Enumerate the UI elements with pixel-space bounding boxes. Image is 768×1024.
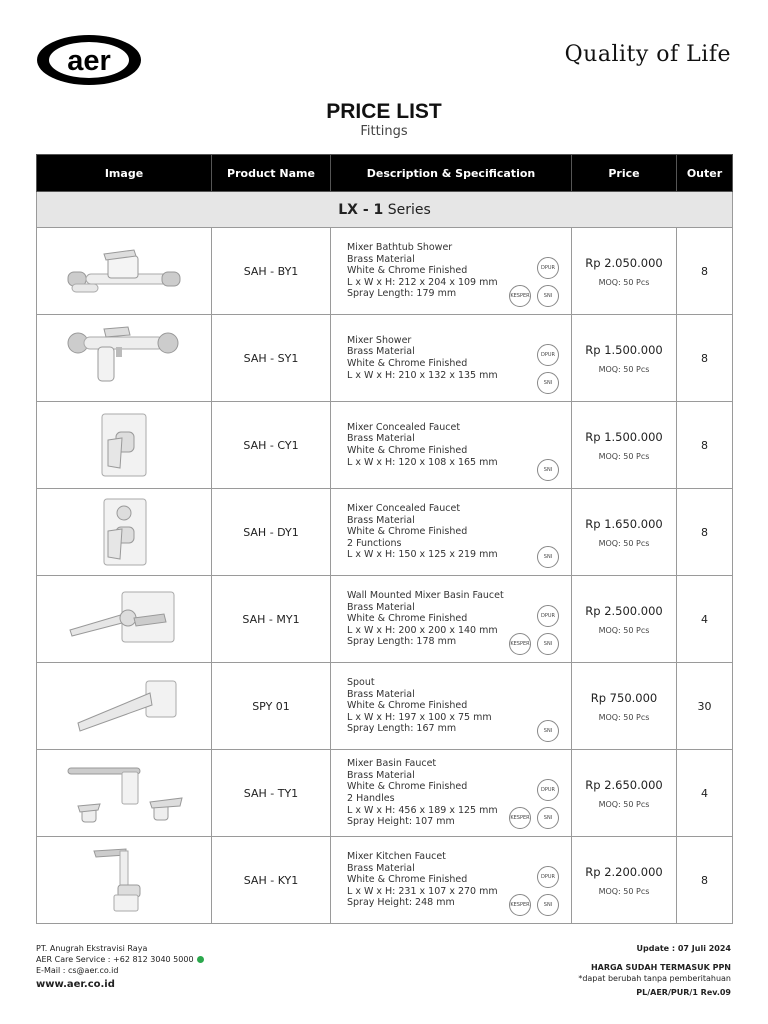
certification-badge-icon: SNI: [537, 633, 559, 655]
product-description: [331, 489, 572, 576]
product-image: [37, 228, 212, 315]
certification-badge-icon: SNI: [537, 720, 559, 742]
product-name: SAH - DY1: [212, 489, 331, 576]
product-image: [37, 750, 212, 837]
product-image: [37, 837, 212, 924]
price-cell: [572, 663, 677, 750]
product-name: SAH - BY1: [212, 228, 331, 315]
product-description: [331, 228, 572, 315]
outer-qty: 30: [677, 663, 733, 750]
product-description: [331, 837, 572, 924]
certification-badge-icon: KESPER: [509, 285, 531, 307]
certification-badge-icon: SNI: [537, 372, 559, 394]
certification-badge-icon: KESPER: [509, 807, 531, 829]
whatsapp-icon: [197, 956, 204, 963]
price: Rp 1.500.000: [585, 342, 663, 357]
company-name: PT. Anugrah Ekstravisi Raya: [36, 944, 148, 953]
price-cell: [572, 228, 677, 315]
description-line: L x W x H: 197 x 100 x 75 mm: [347, 711, 492, 723]
description-line: 2 Handles: [347, 793, 395, 804]
table-row: [37, 228, 733, 315]
table-header: [37, 155, 733, 192]
description-line: Mixer Concealed Faucet: [347, 503, 461, 515]
product-name: SAH - KY1: [212, 837, 331, 924]
product-description: [331, 402, 572, 489]
description-line: White & Chrome Finished: [347, 265, 468, 277]
table-row: [37, 576, 733, 663]
description-line: Spray Length: 179 mm: [347, 288, 457, 300]
disclaimer: *dapat berubah tanpa pemberitahuan: [578, 974, 731, 983]
description-line: Brass Material: [347, 688, 415, 700]
description-line: Spray Length: 167 mm: [347, 723, 457, 735]
description-line: Wall Mounted Mixer Basin Faucet: [347, 590, 504, 602]
care-service: [36, 954, 204, 965]
description-line: White & Chrome Finished: [347, 526, 468, 538]
certification-badge-icon: KESPER: [509, 894, 531, 916]
price: Rp 2.500.000: [585, 603, 663, 618]
svg-text:aer: aer: [67, 45, 111, 77]
price-table: [36, 154, 733, 924]
certification-badge-icon: DPUR: [537, 257, 559, 279]
certification-badges: [505, 512, 561, 568]
description-line: Mixer Basin Faucet: [347, 758, 437, 770]
table-row: [37, 489, 733, 576]
col-price: Price: [572, 155, 677, 192]
product-image: [37, 402, 212, 489]
table-row: [37, 663, 733, 750]
product-image: [37, 576, 212, 663]
table-row: [37, 315, 733, 402]
description-line: L x W x H: 150 x 125 x 219 mm: [347, 549, 498, 561]
col-image: Image: [37, 155, 212, 192]
description-line: L x W x H: 231 x 107 x 270 mm: [347, 885, 498, 897]
product-image: [37, 489, 212, 576]
description-line: L x W x H: 456 x 189 x 125 mm: [347, 804, 498, 816]
description-line: White & Chrome Finished: [347, 358, 468, 369]
description-line: Brass Material: [347, 601, 415, 613]
moq: MOQ: 50 Pcs: [598, 799, 650, 809]
price-cell: [572, 315, 677, 402]
moq: MOQ: 50 Pcs: [598, 538, 650, 548]
website-link[interactable]: www.aer.co.id: [36, 979, 115, 990]
certification-badges: [505, 425, 561, 481]
description-line: Spray Height: 107 mm: [347, 816, 455, 828]
product-name: SAH - TY1: [212, 750, 331, 837]
product-name: SAH - MY1: [212, 576, 331, 663]
certification-badges: [505, 338, 561, 394]
moq: MOQ: 50 Pcs: [598, 277, 650, 287]
series-row: [37, 192, 733, 228]
description-line: Mixer Concealed Faucet: [347, 421, 461, 433]
description-line: L x W x H: 210 x 132 x 135 mm: [347, 369, 498, 381]
certification-badge-icon: SNI: [537, 285, 559, 307]
description-line: Brass Material: [347, 253, 415, 265]
update-date: Update : 07 Juli 2024: [636, 944, 731, 953]
description-line: Brass Material: [347, 346, 415, 358]
product-description: [331, 315, 572, 402]
description-line: White & Chrome Finished: [347, 700, 468, 712]
moq: MOQ: 50 Pcs: [598, 364, 650, 374]
price-cell: [572, 489, 677, 576]
outer-qty: 8: [677, 228, 733, 315]
col-product-name: Product Name: [212, 155, 331, 192]
product-image: [37, 663, 212, 750]
description-line: White & Chrome Finished: [347, 613, 468, 625]
price: Rp 1.650.000: [585, 516, 663, 531]
description-line: Brass Material: [347, 862, 415, 874]
certification-badges: [505, 860, 561, 916]
certification-badge-icon: DPUR: [537, 866, 559, 888]
certification-badge-icon: SNI: [537, 459, 559, 481]
moq: MOQ: 50 Pcs: [598, 886, 650, 896]
certification-badge-icon: KESPER: [509, 633, 531, 655]
moq: MOQ: 50 Pcs: [598, 712, 650, 722]
outer-qty: 8: [677, 837, 733, 924]
tax-note: HARGA SUDAH TERMASUK PPN: [590, 963, 731, 972]
certification-badge-icon: SNI: [537, 807, 559, 829]
description-line: Spray Length: 178 mm: [347, 636, 457, 648]
product-description: [331, 576, 572, 663]
outer-qty: 8: [677, 315, 733, 402]
certification-badge-icon: DPUR: [537, 605, 559, 627]
product-image: [37, 315, 212, 402]
description-line: 2 Functions: [347, 537, 402, 549]
price-cell: [572, 837, 677, 924]
series-name: LX - 1: [338, 201, 384, 218]
page-title: PRICE LIST: [326, 100, 442, 123]
aer-logo: [36, 34, 142, 86]
product-description: [331, 750, 572, 837]
description-line: L x W x H: 120 x 108 x 165 mm: [347, 456, 498, 468]
table-row: [37, 750, 733, 837]
moq: MOQ: 50 Pcs: [598, 451, 650, 461]
price-cell: [572, 576, 677, 663]
certification-badges: [505, 599, 561, 655]
certification-badge-icon: SNI: [537, 894, 559, 916]
col-outer: Outer: [677, 155, 733, 192]
document-code: PL/AER/PUR/1 Rev.09: [636, 988, 731, 997]
price-cell: [572, 750, 677, 837]
care-service-text: AER Care Service : +62 812 3040 5000: [36, 955, 194, 964]
product-name: SPY 01: [212, 663, 331, 750]
price: Rp 1.500.000: [585, 429, 663, 444]
moq: MOQ: 50 Pcs: [598, 625, 650, 635]
footer-info: [578, 943, 731, 998]
outer-qty: 8: [677, 402, 733, 489]
table-row: [37, 837, 733, 924]
price-cell: [572, 402, 677, 489]
price: Rp 2.050.000: [585, 255, 663, 270]
product-name: SAH - SY1: [212, 315, 331, 402]
description-line: Spout: [347, 677, 375, 689]
certification-badges: [505, 686, 561, 742]
description-line: L x W x H: 200 x 200 x 140 mm: [347, 624, 498, 636]
price: Rp 2.650.000: [585, 777, 663, 792]
footer-contact: [36, 943, 204, 990]
certification-badge-icon: SNI: [537, 546, 559, 568]
certification-badge-icon: DPUR: [537, 779, 559, 801]
tagline: Quality of Life: [564, 42, 731, 67]
description-line: Mixer Shower: [347, 334, 412, 346]
series-title: [37, 192, 733, 228]
description-line: L x W x H: 212 x 204 x 109 mm: [347, 276, 498, 288]
description-line: Brass Material: [347, 769, 415, 781]
table-row: [37, 402, 733, 489]
outer-qty: 4: [677, 750, 733, 837]
description-line: White & Chrome Finished: [347, 874, 468, 886]
col-description: Description & Specification: [331, 155, 572, 192]
email[interactable]: E-Mail : cs@aer.co.id: [36, 966, 119, 975]
description-line: White & Chrome Finished: [347, 445, 468, 456]
price: Rp 750.000: [590, 690, 658, 705]
product-description: [331, 663, 572, 750]
description-line: Mixer Bathtub Shower: [347, 242, 453, 254]
certification-badge-icon: DPUR: [537, 344, 559, 366]
certification-badges: [505, 251, 561, 307]
price: Rp 2.200.000: [585, 864, 663, 879]
product-name: SAH - CY1: [212, 402, 331, 489]
description-line: Spray Height: 248 mm: [347, 897, 455, 909]
description-line: Brass Material: [347, 514, 415, 526]
certification-badges: [505, 773, 561, 829]
description-line: Brass Material: [347, 433, 415, 445]
series-suffix: Series: [383, 201, 431, 218]
description-line: White & Chrome Finished: [347, 781, 468, 793]
outer-qty: 4: [677, 576, 733, 663]
outer-qty: 8: [677, 489, 733, 576]
description-line: Mixer Kitchen Faucet: [347, 851, 446, 863]
page-subtitle: Fittings: [360, 124, 408, 139]
